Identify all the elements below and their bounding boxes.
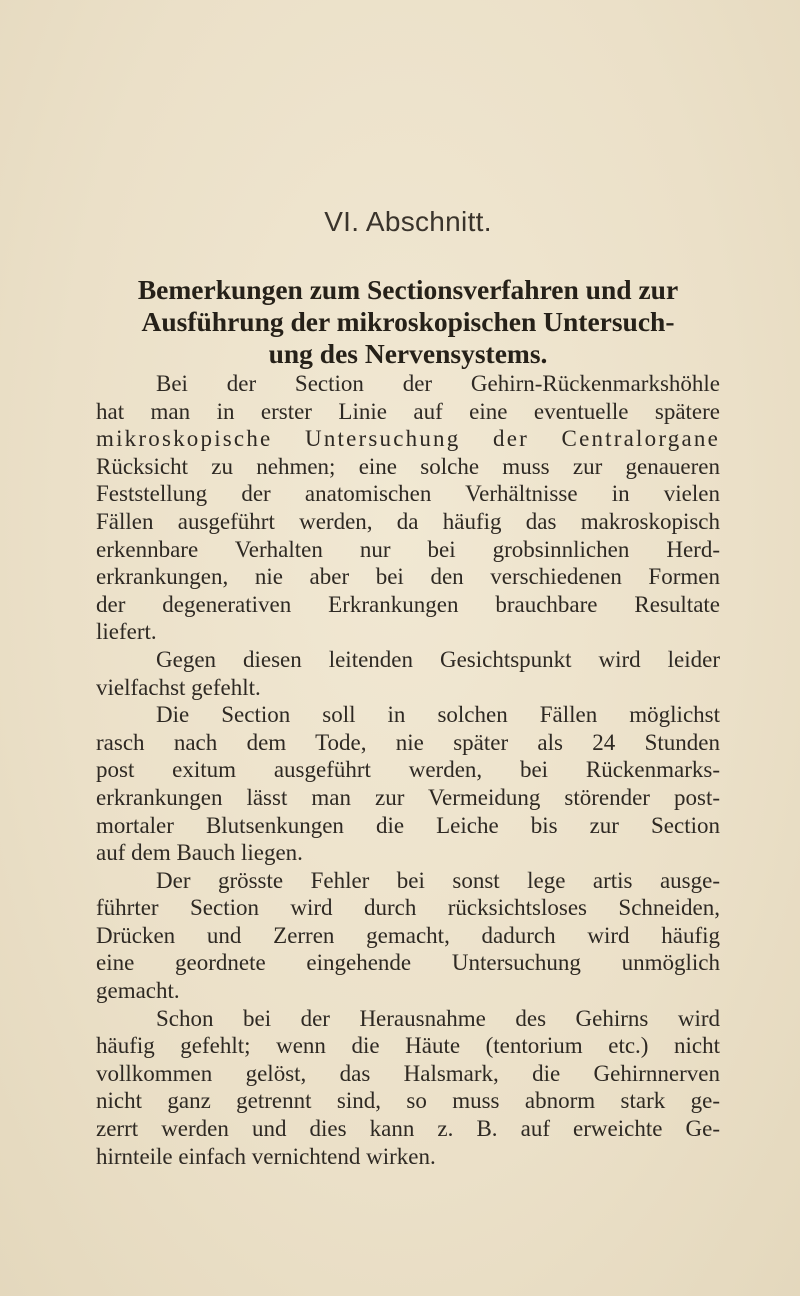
text-line: Feststellung der anatomischen Verhältnisse in vielen (96, 481, 720, 507)
text-line: post exitum ausgeführt werden, bei Rückenmarks- (96, 757, 720, 783)
paragraph (96, 646, 720, 701)
paragraph (96, 1005, 720, 1171)
chapter-title (96, 274, 720, 370)
text-line: eine geordnete eingehende Untersuchung unmöglich (96, 950, 720, 976)
text-line: Schon bei der Herausnahme des Gehirns wird (156, 1005, 720, 1031)
text-line: Drücken und Zerren gemacht, dadurch wird häufig (96, 922, 720, 948)
text-line: hat man in erster Linie auf eine eventuelle spätere (96, 398, 720, 424)
text-line: der degenerativen Erkrankungen brauchbare Resultate (96, 591, 720, 617)
text-line: rasch nach dem Tode, nie später als 24 Stunden (96, 729, 720, 755)
text-line: vollkommen gelöst, das Halsmark, die Gehirnnerven (96, 1060, 720, 1086)
text-line: hirnteile einfach vernichtend wirken. (96, 1143, 436, 1169)
text-line: erkennbare Verhalten nur bei grobsinnlichen Herd- (96, 536, 720, 562)
text-line: Gegen diesen leitenden Gesichtspunkt wird leider (156, 646, 720, 672)
body-text (96, 370, 720, 1170)
title-line: Bemerkungen zum Sectionsverfahren und zur (137, 274, 679, 305)
text-line: Fällen ausgeführt werden, da häufig das makroskopisch (96, 508, 720, 534)
text-line: mortaler Blutsenkungen die Leiche bis zur Section (96, 812, 720, 838)
text-line: vielfachst gefehlt. (96, 674, 261, 700)
book-page (96, 0, 720, 1296)
text-line: auf dem Bauch liegen. (96, 840, 303, 866)
paragraph (96, 867, 720, 1005)
text-line: mikroskopische Untersuchung der Centralorgane (96, 426, 720, 452)
section-heading: VI. Abschnitt. (324, 206, 492, 237)
text-line: zerrt werden und dies kann z. B. auf erweichte Ge- (96, 1116, 720, 1142)
text-line: gemacht. (96, 978, 180, 1004)
text-line: erkrankungen lässt man zur Vermeidung störender post- (96, 784, 720, 810)
text-line: erkrankungen, nie aber bei den verschiedenen Formen (96, 564, 720, 590)
text-line: führter Section wird durch rücksichtsloses Schneiden, (96, 895, 720, 921)
title-line: ung des Nervensystems. (268, 338, 548, 369)
text-line: Die Section soll in solchen Fällen möglichst (156, 702, 720, 728)
text-line: Der grösste Fehler bei sonst lege artis ausge- (156, 867, 720, 893)
text-line: Bei der Section der Gehirn-Rückenmarkshöhle (156, 371, 720, 396)
paragraph (96, 701, 720, 867)
text-line: nicht ganz getrennt sind, so muss abnorm stark ge- (96, 1088, 720, 1114)
title-line: Ausführung der mikroskopischen Untersuch- (141, 306, 675, 337)
text-line: Rücksicht zu nehmen; eine solche muss zur genaueren (96, 453, 720, 479)
paragraph (96, 370, 720, 646)
text-line: häufig gefehlt; wenn die Häute (tentorium etc.) nicht (96, 1033, 720, 1059)
text-line: liefert. (96, 619, 157, 645)
